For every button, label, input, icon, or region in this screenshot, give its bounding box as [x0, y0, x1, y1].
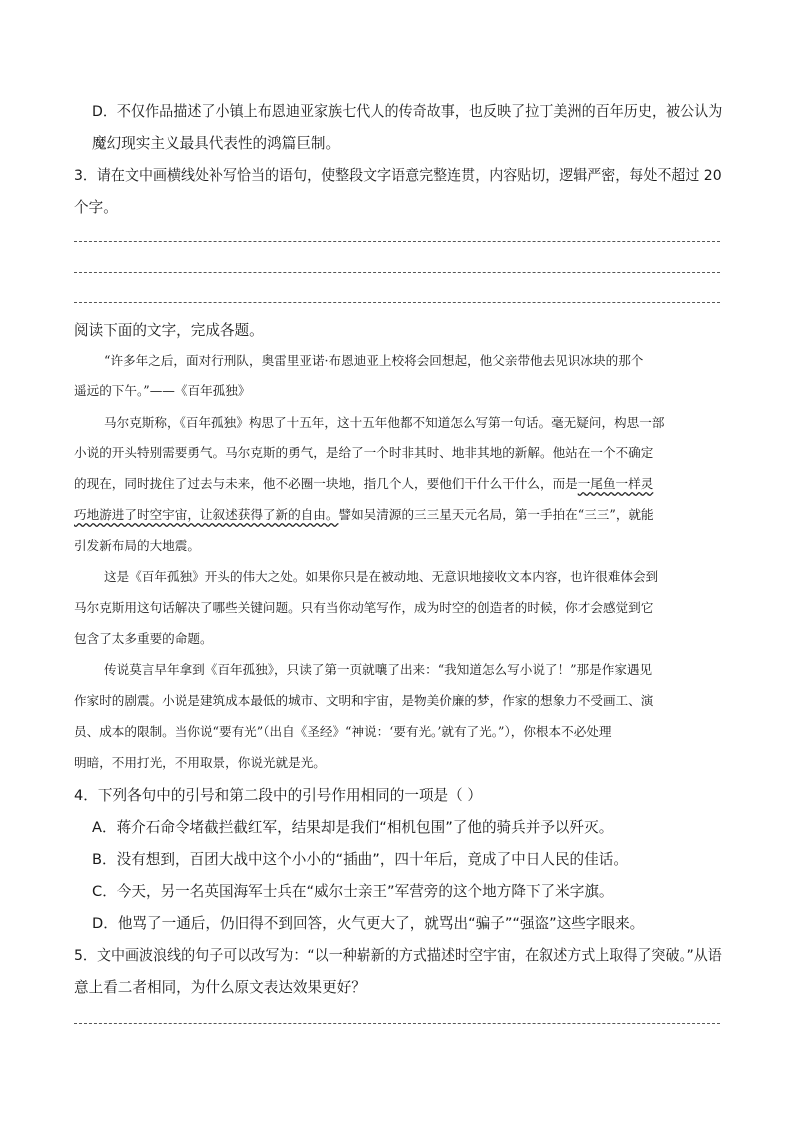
q4-option-d[interactable]: D．他骂了一通后，仍旧得不到回答，火气更大了，就骂出“骗子”“强盗”这些字眼来。 — [92, 915, 645, 932]
wavy-underlined-sentence-start: 一尾鱼一样灵 — [577, 476, 654, 491]
passage-p2-line4-text: 譬如吴清源的三三星天元名局，第一手拍在“三三”，就能 — [338, 507, 654, 522]
reading-instruction: 阅读下面的文字，完成各题。 — [74, 322, 264, 339]
passage-p4-line4: 明暗，不用打光，不用取景，你说光就是光。 — [74, 755, 326, 770]
passage-p4-line2: 作家时的剧震。小说是建筑成本最低的城市、文明和宇宙，是物美价廉的梦，作家的想象力不受画工、演 — [74, 693, 654, 708]
wavy-underlined-sentence-end: 巧地游进了时空宇宙，让叙述获得了新的自由。 — [74, 507, 339, 522]
passage-p3-line1: 这是《百年孤独》开头的伟大之处。如果你只是在被动地、无意识地接收文本内容，也许很难体会到 — [104, 569, 659, 584]
passage-p2-line5: 引发新布局的大地震。 — [74, 538, 200, 553]
passage-p2-line3-text: 的现在，同时拢住了过去与未来，他不必圈一块地，指几个人，要他们干什么干什么，而是 — [74, 476, 578, 491]
q2-option-d-line2: 魔幻现实主义最具代表性的鸿篇巨制。 — [92, 135, 341, 152]
q5-stem-line1: 5．文中画波浪线的句子可以改写为：“以一种崭新的方式描述时空宇宙，在叙述方式上取得了突破。”从语 — [74, 947, 722, 964]
q4-option-a[interactable]: A．蒋介石命令堵截拦截红军，结果却是我们“相机包围”了他的骑兵并予以歼灭。 — [92, 819, 614, 836]
passage-p1-line2: 遥远的下午。”——《百年孤独》 — [74, 383, 251, 398]
q3-stem-line1: 3．请在文中画横线处补写恰当的语句，使整段文字语意完整连贯，内容贴切，逻辑严密，每处不超过 20 — [74, 167, 722, 184]
passage-p2-line3 — [74, 474, 653, 494]
passage-p2-line2: 小说的开头特别需要勇气。马尔克斯的勇气，是给了一个时非其时、地非其地的新解。他站在一个不确定 — [74, 445, 654, 460]
q4-stem: 4．下列各句中的引号和第二段中的引号作用相同的一项是（ ） — [74, 787, 482, 804]
q4-option-c[interactable]: C．今天，另一名英国海军士兵在“威尔士亲王”军营旁的这个地方降下了米字旗。 — [92, 883, 614, 900]
q3-answer-line-3[interactable] — [74, 302, 720, 303]
passage-p3-line2: 马尔克斯用这句话解决了哪些关键问题。只有当你动笔写作，成为时空的创造者的时候，你才会感觉到它 — [74, 600, 654, 615]
q4-option-b[interactable]: B．没有想到，百团大战中这个小小的“插曲”，四十年后，竟成了中日人民的佳话。 — [92, 851, 628, 868]
q3-answer-line-2[interactable] — [74, 272, 720, 273]
passage-p2-line4 — [74, 505, 654, 525]
passage-p2-line1: 马尔克斯称，《百年孤独》构思了十五年，这十五年他都不知道怎么写第一句话。毫无疑问，构思一部 — [104, 415, 665, 430]
passage-p1-line1: “许多年之后，面对行刑队，奥雷里亚诺·布恩迪亚上校将会回想起，他父亲带他去见识冰块的那个 — [104, 353, 644, 368]
q2-option-d-line1: D．不仅作品描述了小镇上布恩迪亚家族七代人的传奇故事，也反映了拉丁美洲的百年历史，被公认为 — [92, 103, 723, 120]
q5-answer-line[interactable] — [74, 1023, 720, 1024]
passage-p4-line3: 员、成本的限制。当你说“要有光”（出自《圣经》“神说：‘要有光。’就有了光。”），你根本不必处理 — [74, 724, 612, 739]
q5-stem-line2: 意上看二者相同，为什么原文表达效果更好？ — [74, 979, 366, 996]
passage-p3-line3: 包含了太多重要的命题。 — [74, 631, 213, 646]
q3-answer-line-1[interactable] — [74, 241, 720, 242]
q3-stem-line2: 个字。 — [74, 199, 118, 216]
passage-p4-line1: 传说莫言早年拿到《百年孤独》，只读了第一页就嚷了出来：“我知道怎么写小说了！”那是作家遇见 — [104, 662, 653, 677]
